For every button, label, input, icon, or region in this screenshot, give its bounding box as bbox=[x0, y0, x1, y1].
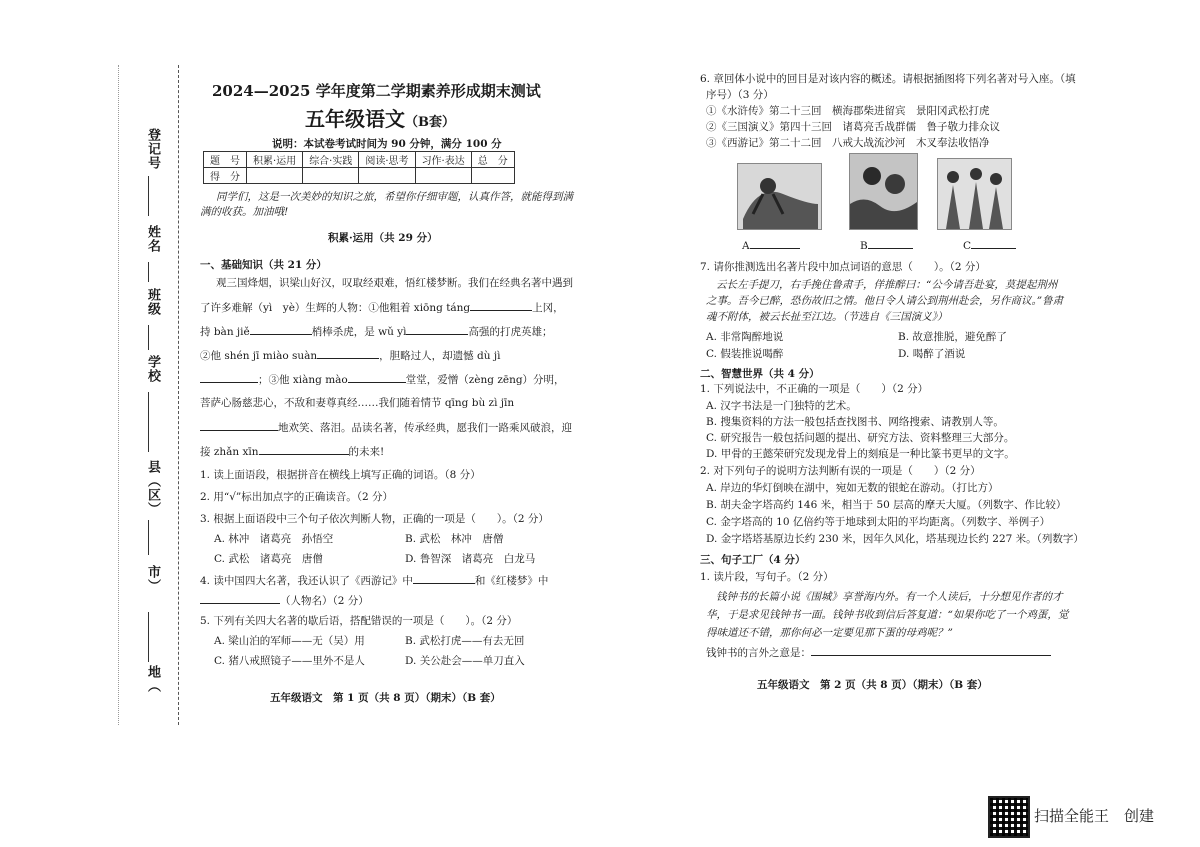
part3-heading: 三、句子工厂（4 分） bbox=[700, 554, 806, 566]
img-label-a bbox=[742, 238, 800, 253]
q4-text: 和《红楼梦》中 bbox=[474, 575, 549, 587]
score-header: 综合·实践 bbox=[303, 152, 359, 168]
sidebar-name: 姓名 bbox=[145, 225, 160, 253]
para-text: 梢棒杀虎，是 wǔ yì bbox=[311, 326, 407, 338]
answer-blank[interactable] bbox=[811, 645, 1051, 656]
q3: 3. 根据上面语段中三个句子依次判断人物，正确的一项是（ ）。（2 分） bbox=[200, 513, 549, 525]
part2-q2: 2. 对下列句子的说明方法判断有误的一项是（ ）（2 分） bbox=[700, 465, 981, 477]
part2-q2-d: D. 金字塔塔基原边长约 230 米，因年久风化，塔基现边长约 227 米。（列数字） bbox=[706, 533, 1084, 545]
sidebar-name-line bbox=[148, 262, 149, 282]
river-battle-icon bbox=[850, 154, 917, 229]
sidebar-class-line bbox=[148, 325, 149, 350]
q5-option-a: A. 梁山泊的军师——无（吴）用 bbox=[214, 635, 365, 647]
q6-item-2: ②《三国演义》第四十三回 诸葛亮舌战群儒 鲁子敬力排众议 bbox=[706, 121, 1000, 133]
q6: 6. 章回体小说中的回目是对该内容的概述。请根据插图将下列名著对号入座。（填 bbox=[700, 73, 1076, 85]
score-cell[interactable] bbox=[247, 168, 303, 184]
scanner-watermark: 扫描全能王 创建 bbox=[1034, 807, 1155, 825]
q5: 5. 下列有关四大名著的歇后语，搭配错误的一项是（ ）。（2 分） bbox=[200, 615, 518, 627]
part3-q1: 1. 读片段，写句子。（2 分） bbox=[700, 571, 834, 583]
answer-blank[interactable] bbox=[406, 324, 468, 335]
answer-blank[interactable] bbox=[317, 348, 379, 359]
para-line-7 bbox=[200, 420, 572, 435]
score-cell[interactable] bbox=[471, 168, 514, 184]
sidebar-reg-no-line bbox=[148, 176, 149, 216]
q7: 7. 请你推测选出名著片段中加点词语的意思（ ）。（2 分） bbox=[700, 261, 986, 273]
para-text: ，胆略过人，却遗憾 dù jì bbox=[379, 350, 501, 362]
para-text: 持 bàn jiě bbox=[200, 326, 250, 338]
score-header: 阅读·思考 bbox=[359, 152, 415, 168]
para-line-3 bbox=[200, 324, 552, 339]
para-line-4 bbox=[200, 348, 500, 363]
part3-answer bbox=[706, 645, 1051, 660]
part2-q1-c: C. 研究报告一般包括问题的提出、研究方法、资料整理三大部分。 bbox=[706, 432, 1015, 444]
part1-heading: 一、基础知识（共 21 分） bbox=[200, 259, 327, 271]
score-cell[interactable] bbox=[415, 168, 471, 184]
q3-option-d: D. 鲁智深 诸葛亮 白龙马 bbox=[405, 553, 536, 565]
para-text: 的未来! bbox=[348, 446, 385, 458]
part2-q1-b: B. 搜集资料的方法一般包括查找图书、网络搜索、请教别人等。 bbox=[706, 416, 1004, 428]
score-header: 积累·运用 bbox=[247, 152, 303, 168]
score-header-row bbox=[204, 152, 515, 168]
q7-passage-3: 魂不附体，被云长扯至江边。（节选自《三国演义》） bbox=[706, 311, 948, 323]
answer-blank[interactable] bbox=[250, 324, 312, 335]
label-c: C bbox=[963, 240, 972, 252]
answer-blank[interactable] bbox=[971, 238, 1016, 249]
debate-scholars-icon bbox=[938, 159, 1011, 229]
q3-option-a: A. 林冲 诸葛亮 孙悟空 bbox=[214, 533, 334, 545]
img-label-b bbox=[860, 238, 913, 253]
q5-option-b: B. 武松打虎——有去无回 bbox=[405, 635, 525, 647]
sidebar-class: 班级 bbox=[145, 288, 160, 316]
page-footer-left: 五年级语文 第 1 页（共 8 页）（期末）（B 套） bbox=[270, 692, 501, 704]
score-header: 习作·表达 bbox=[415, 152, 471, 168]
part2-q1: 1. 下列说法中，不正确的一项是（ ）（2 分） bbox=[700, 383, 929, 395]
sidebar-school-line bbox=[148, 392, 149, 452]
label-a: A bbox=[742, 240, 750, 252]
q6-item-1: ①《水浒传》第二十三回 横海郡柴进留宾 景阳冈武松打虎 bbox=[706, 105, 990, 117]
answer-blank[interactable] bbox=[259, 444, 349, 455]
q6-item-3: ③《西游记》第二十二回 八戒大战流沙河 木叉奉法收悟净 bbox=[706, 137, 990, 149]
part3-passage-2: 华，于是求见钱钟书一面。钱钟书收到信后答复道：“如果你吃了一个鸡蛋，觉 bbox=[706, 609, 1069, 621]
greeting-line-1: 同学们，这是一次美妙的知识之旅，希望你仔细审题，认真作答，就能得到满 bbox=[216, 191, 573, 203]
part2-q2-c: C. 金字塔高的 10 亿倍约等于地球到太阳的平均距离。（列数字、举例子） bbox=[706, 516, 1051, 528]
q7-option-a: A. 非常陶醉地说 bbox=[706, 331, 784, 343]
para-text: 接 zhǎn xīn bbox=[200, 446, 259, 458]
answer-blank[interactable] bbox=[200, 372, 258, 383]
para-line-5 bbox=[200, 372, 565, 387]
illustration-tiger bbox=[737, 163, 822, 230]
q5-option-c: C. 猪八戒照镜子——里外不是人 bbox=[214, 655, 365, 667]
score-value-row bbox=[204, 168, 515, 184]
para-text: ②他 shén jī miào suàn bbox=[200, 350, 318, 362]
para-text: 地欢笑、落泪。品读名著，传承经典，愿我们一路乘风破浪，迎 bbox=[278, 422, 572, 434]
answer-blank[interactable] bbox=[200, 593, 280, 604]
score-table bbox=[203, 151, 515, 184]
answer-prompt: 钱钟书的言外之意是： bbox=[706, 647, 811, 659]
score-cell[interactable] bbox=[303, 168, 359, 184]
answer-blank[interactable] bbox=[413, 573, 475, 584]
score-row-label: 得 分 bbox=[204, 168, 247, 184]
subject-tag: （B套） bbox=[405, 115, 455, 130]
q4-text: （人物名）（2 分） bbox=[280, 595, 369, 607]
sidebar-city: 市） bbox=[145, 565, 160, 593]
part2-q1-a: A. 汉字书法是一门独特的艺术。 bbox=[706, 400, 857, 412]
q7-passage-1: 云长左手提刀，右手挽住鲁肃手，佯推醉曰：“公今请吾赴宴，莫提起荆州 bbox=[716, 279, 1058, 291]
answer-blank[interactable] bbox=[868, 238, 913, 249]
tiger-fight-icon bbox=[738, 164, 821, 229]
q1: 1. 读上面语段，根据拼音在横线上填写正确的词语。（8 分） bbox=[200, 469, 481, 481]
subject-text: 五年级语文 bbox=[305, 107, 405, 131]
q4 bbox=[200, 573, 548, 588]
score-header: 题 号 bbox=[204, 152, 247, 168]
sidebar-reg-no: 登记号 bbox=[145, 128, 160, 170]
para-text: 堂堂，爱憎（zèng zēng）分明， bbox=[405, 374, 565, 386]
illustration-river bbox=[849, 153, 918, 230]
exam-title: 2024—2025 学年度第二学期素养形成期末测试 bbox=[212, 82, 541, 100]
score-header: 总 分 bbox=[471, 152, 514, 168]
q3-option-b: B. 武松 林冲 唐僧 bbox=[405, 533, 504, 545]
binding-line bbox=[178, 65, 179, 725]
q7-option-b: B. 故意推脱，避免醉了 bbox=[898, 331, 1007, 343]
qr-code-icon bbox=[988, 796, 1030, 838]
para-text: 高强的打虎英雄； bbox=[468, 326, 553, 338]
illustration-debate bbox=[937, 158, 1012, 230]
q7-passage-2: 之事。吾今已醉，恐伤故旧之情。他日令人请公到荆州赴会，另作商议。”鲁肃 bbox=[706, 295, 1064, 307]
img-label-c bbox=[963, 238, 1016, 253]
q4-text: 4. 读中国四大名著，我还认识了《西游记》中 bbox=[200, 575, 413, 587]
q7-option-d: D. 喝醉了酒说 bbox=[898, 348, 966, 360]
score-cell[interactable] bbox=[359, 168, 415, 184]
para-line-8 bbox=[200, 444, 384, 459]
para-line-6: 菩萨心肠慈悲心，不敌和妻尊真经……我们随着情节 qīng bù zì jīn bbox=[200, 397, 515, 409]
sidebar-county: 县（区） bbox=[145, 460, 160, 516]
page-footer-right: 五年级语文 第 2 页（共 8 页）（期末）（B 套） bbox=[757, 679, 988, 691]
q7-option-c: C. 假装推说喝醉 bbox=[706, 348, 784, 360]
para-text: 了许多难解（yì yè）生辉的人物：①他粗着 xiōng táng bbox=[200, 302, 471, 314]
sidebar-place: 地（ bbox=[145, 665, 160, 693]
greeting-line-2: 满的收获。加油哦! bbox=[200, 206, 289, 218]
part3-passage-1: 钱钟书的长篇小说《围城》享誉海内外。有一个人读后，十分想见作者的才 bbox=[716, 591, 1063, 603]
part2-heading: 二、智慧世界（共 4 分） bbox=[700, 368, 820, 380]
exam-note: 说明：本试卷考试时间为 90 分钟，满分 100 分 bbox=[272, 138, 502, 150]
part3-passage-3: 得味道还不错，那你何必一定要见那下蛋的母鸡呢？” bbox=[706, 627, 953, 639]
answer-blank[interactable] bbox=[348, 372, 406, 383]
q2: 2. 用“√”标出加点字的正确读音。（2 分） bbox=[200, 491, 394, 503]
sidebar-school: 学校 bbox=[145, 355, 160, 383]
answer-blank[interactable] bbox=[750, 238, 800, 249]
part2-q2-a: A. 岸边的华灯倒映在湖中，宛如无数的银蛇在游动。（打比方） bbox=[706, 482, 999, 494]
q3-option-c: C. 武松 诸葛亮 唐僧 bbox=[214, 553, 323, 565]
q4-line-2 bbox=[200, 593, 369, 608]
answer-blank[interactable] bbox=[470, 300, 532, 311]
sidebar-county-line bbox=[148, 520, 149, 555]
answer-blank[interactable] bbox=[200, 420, 278, 431]
label-b: B bbox=[860, 240, 868, 252]
para-line-2 bbox=[200, 300, 564, 315]
exam-subject bbox=[305, 103, 455, 132]
q5-option-d: D. 关公赴会——单刀直入 bbox=[405, 655, 525, 667]
part2-q2-b: B. 胡夫金字塔高约 146 米，相当于 50 层高的摩天大厦。（列数字、作比较） bbox=[706, 499, 1067, 511]
sidebar-city-line bbox=[148, 612, 149, 662]
part2-q1-d: D. 甲骨的王懿荣研究发现龙骨上的刻痕是一种比篆书更早的文字。 bbox=[706, 448, 1015, 460]
binding-line-outer bbox=[118, 65, 119, 725]
para-text: 上冈， bbox=[532, 302, 564, 314]
section-heading: 积累·运用（共 29 分） bbox=[328, 232, 438, 244]
para-text: ；③他 xiàng mào bbox=[258, 374, 348, 386]
q6-line-2: 序号）（3 分） bbox=[706, 89, 774, 101]
para-line-1: 观三国烽烟，识梁山好汉，叹取经艰难，悟红楼梦断。我们在经典名著中遇到 bbox=[216, 277, 573, 289]
